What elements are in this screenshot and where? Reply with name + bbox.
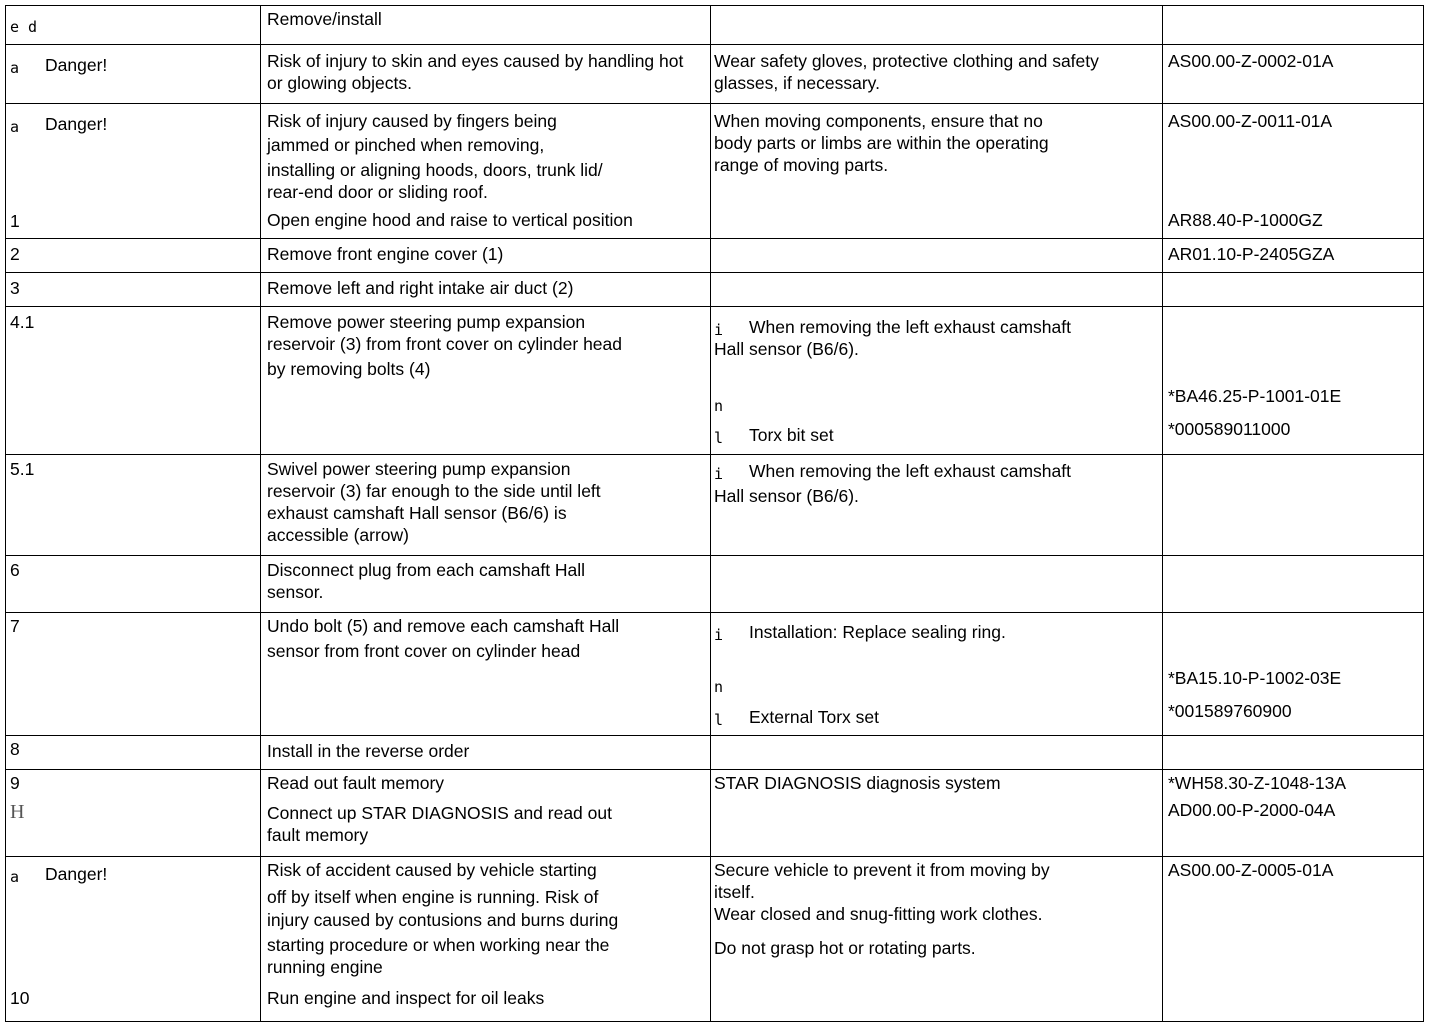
warning-icon: a [10,868,20,886]
reference: *000589011000 [1168,419,1291,439]
warning-icon: a [10,59,20,77]
reference: AD00.00-P-2000-04A [1168,800,1336,820]
note-line: Hall sensor (B6/6). [714,486,859,506]
procedure-table [5,5,1424,1022]
text-line: Undo bolt (5) and remove each camshaft Hall [267,616,620,636]
note-line: Hall sensor (B6/6). [714,339,859,359]
action-line: Do not grasp hot or rotating parts. [714,938,976,958]
reference: AS00.00-Z-0011-01A [1168,111,1333,131]
step-number: 5.1 [10,459,35,479]
step-text: Risk of injury to skin and eyes caused by handling hot or glowing objects. [267,51,684,93]
action-line: Secure vehicle to prevent it from moving by [714,860,1050,880]
reference: AS00.00-Z-0002-01A [1168,51,1334,71]
warning-icon: a [10,118,20,136]
text-line: off by itself when engine is running. Risk of [267,887,599,907]
header-glyphs: e d [10,18,38,36]
tool-icon: n [714,678,724,696]
danger-label: Danger! [45,55,108,75]
step-text: Remove left and right intake air duct (2) [267,278,574,298]
reference: *BA46.25-P-1001-01E [1168,386,1342,406]
text-line: Swivel power steering pump expansion [267,459,571,479]
table-row [6,6,1424,45]
step-number: 1 [10,211,20,231]
table-row [6,104,1424,239]
info-icon: i [714,626,724,644]
table-row [6,556,1424,613]
text-line: running engine [267,957,383,977]
action-line: range of moving parts. [714,155,889,175]
reference: *BA15.10-P-1002-03E [1168,668,1342,688]
action-line: itself. [714,882,755,902]
info-icon: i [714,465,724,483]
action-text: STAR DIAGNOSIS diagnosis system [714,773,1001,793]
table-row [6,239,1424,273]
table-row [6,273,1424,307]
diagnosis-icon: H [10,801,25,823]
step-text: Remove front engine cover (1) [267,244,504,264]
reference: *001589760900 [1168,701,1292,721]
text-line: exhaust camshaft Hall sensor (B6/6) is [267,503,567,523]
step-number: 3 [10,278,20,298]
text-line: installing or aligning hoods, doors, trunk lid/ [267,160,603,180]
step-number: 7 [10,616,20,636]
step-text: Open engine hood and raise to vertical position [267,210,633,230]
text-line: reservoir (3) far enough to the side until left [267,481,601,501]
tool-list-icon: l [714,711,724,729]
table-row [6,455,1424,556]
reference: AR01.10-P-2405GZA [1168,244,1335,264]
step-text: Install in the reverse order [267,741,470,761]
action-line: When moving components, ensure that no [714,111,1043,131]
step-number: 2 [10,244,20,264]
reference: AR88.40-P-1000GZ [1168,210,1323,230]
step-number: 9 [10,773,20,793]
step-text: Run engine and inspect for oil leaks [267,988,545,1008]
action-line: Wear closed and snug-fitting work clothes. [714,904,1043,924]
tool-name: External Torx set [749,707,880,727]
note-text: Installation: Replace sealing ring. [749,622,1006,642]
step-number: 10 [10,988,30,1008]
header-title: Remove/install [267,9,382,29]
table-row [6,45,1424,104]
text-line: accessible (arrow) [267,525,409,545]
text-line: jammed or pinched when removing, [267,135,545,155]
tool-icon: n [714,397,724,415]
tool-name: Torx bit set [749,425,834,445]
text-line: injury caused by contusions and burns during [267,910,619,930]
danger-label: Danger! [45,114,108,134]
table-row [6,307,1424,455]
step-number: 8 [10,739,20,759]
action-text: Wear safety gloves, protective clothing and safety glasses, if necessary. [714,51,1099,93]
table-row [6,613,1424,736]
reference: *WH58.30-Z-1048-13A [1168,773,1346,793]
table-row [6,736,1424,770]
text-line: by removing bolts (4) [267,359,431,379]
note-line: When removing the left exhaust camshaft [749,461,1071,481]
text-line: rear-end door or sliding roof. [267,182,488,202]
table-row [6,770,1424,857]
text-line: starting procedure or when working near the [267,935,610,955]
danger-label: Danger! [45,864,108,884]
step-number: 4.1 [10,312,35,332]
text-line: reservoir (3) from front cover on cylinder head [267,334,622,354]
reference: AS00.00-Z-0005-01A [1168,860,1334,880]
text-line: Connect up STAR DIAGNOSIS and read out [267,803,612,823]
action-line: body parts or limbs are within the operating [714,133,1049,153]
text-line: Risk of accident caused by vehicle starting [267,860,597,880]
text-line: fault memory [267,825,369,845]
text-line: sensor from front cover on cylinder head [267,641,581,661]
step-number: 6 [10,560,20,580]
text-line: sensor. [267,582,324,602]
table-row [6,857,1424,1022]
tool-list-icon: l [714,429,724,447]
note-line: When removing the left exhaust camshaft [749,317,1071,337]
info-icon: i [714,321,724,339]
step-text: Read out fault memory [267,773,445,793]
text-line: Remove power steering pump expansion [267,312,586,332]
text-line: Risk of injury caused by fingers being [267,111,557,131]
text-line: Disconnect plug from each camshaft Hall [267,560,586,580]
